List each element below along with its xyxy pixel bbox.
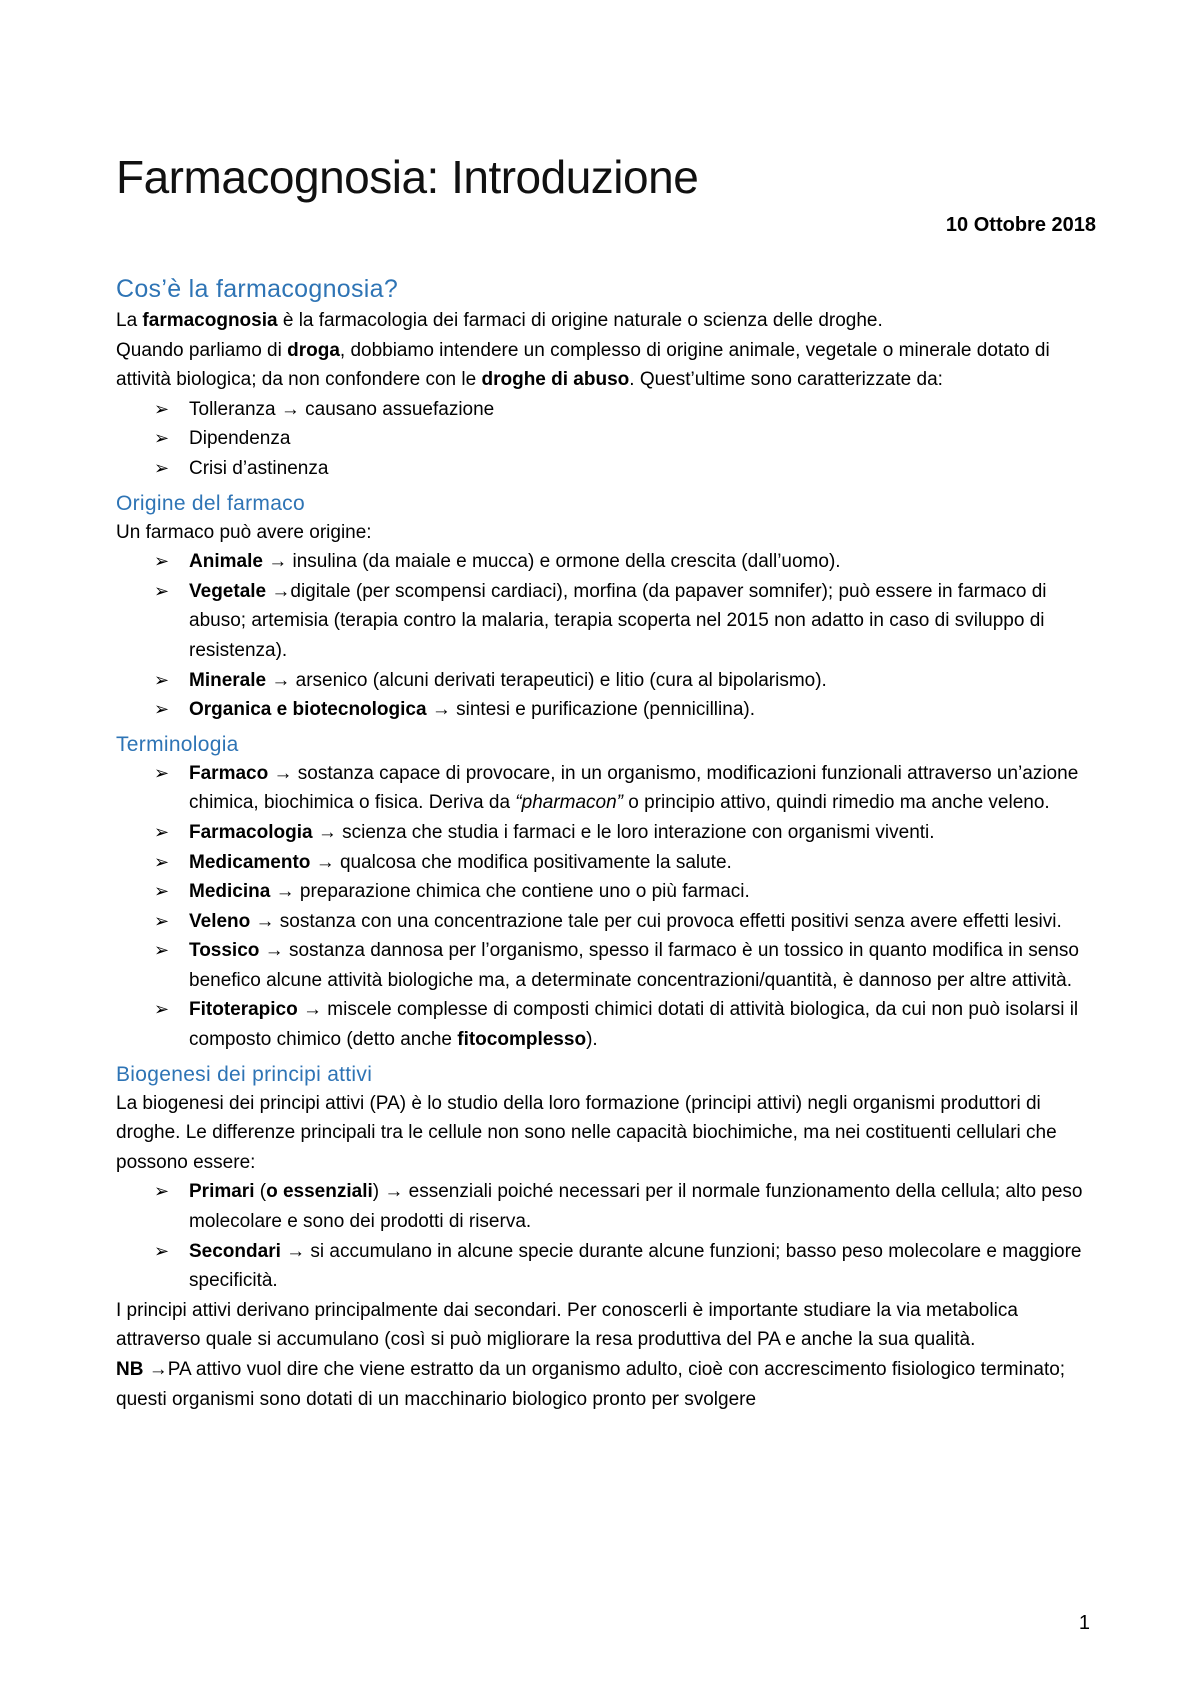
list-item: ➢ Farmacologia → scienza che studia i farmaci e le loro interazione con organismi viventi. — [116, 818, 1096, 848]
arrow-bullet-icon: ➢ — [154, 762, 170, 783]
arrow-bullet-icon: ➢ — [154, 1181, 170, 1202]
arrow-right-icon: → — [280, 398, 300, 420]
arrow-bullet-icon: ➢ — [154, 821, 170, 842]
list-costituenti — [116, 1177, 1096, 1295]
arrow-right-icon: → — [317, 821, 337, 843]
paragraph-origine-intro: Un farmaco può avere origine: — [116, 521, 372, 543]
list-item: ➢ Crisi d’astinenza — [116, 454, 1096, 484]
list-item: ➢ Tossico → sostanza dannosa per l’organismo, spesso il farmaco è un tossico in quanto modifica in senso benefico alcune attività biologiche ma, a determinate concentrazioni/quantità, è dannoso per altre attività. — [116, 936, 1096, 995]
list-item: ➢ Animale → insulina (da maiale e mucca) e ormone della crescita (dall’uomo). — [116, 547, 1096, 577]
arrow-bullet-icon: ➢ — [154, 398, 170, 419]
list-item: ➢ Tolleranza → causano assuefazione — [116, 395, 1096, 425]
paragraph-droga: Quando parliamo di droga, dobbiamo intendere un complesso di origine animale, vegetale o minerale dotato di attività biologica; da non confondere con le droghe di abuso. Quest’ultime sono caratterizzate da: — [116, 339, 1050, 391]
arrow-right-icon: → — [264, 940, 284, 962]
list-item: ➢ Medicamento → qualcosa che modifica positivamente la salute. — [116, 848, 1096, 878]
arrow-bullet-icon: ➢ — [154, 699, 170, 720]
arrow-right-icon: → — [275, 881, 295, 903]
list-droghe-abuso — [116, 395, 1096, 484]
arrow-bullet-icon: ➢ — [154, 851, 170, 872]
arrow-bullet-icon: ➢ — [154, 428, 170, 449]
document-date: 10 Ottobre 2018 — [945, 214, 1096, 236]
arrow-right-icon: → — [286, 1240, 306, 1262]
section-heading-farmacognosia: Cos’è la farmacognosia? — [116, 275, 399, 303]
arrow-right-icon: → — [431, 699, 451, 721]
list-item: ➢ Farmaco → sostanza capace di provocare, in un organismo, modificazioni funzionali attraverso un’azione chimica, biochimica o fisica. Deriva da “pharmacon” o principio attivo, quindi rimedio ma anche veleno. — [116, 759, 1096, 818]
arrow-bullet-icon: ➢ — [154, 551, 170, 572]
arrow-bullet-icon: ➢ — [154, 580, 170, 601]
list-item: ➢ Vegetale →digitale (per scompensi cardiaci), morfina (da papaver somnifer); può essere in farmaco di abuso; artemisia (terapia contro la malaria, terapia scoperta nel 2015 non adatto in caso di sviluppo di resistenza). — [116, 577, 1096, 666]
arrow-right-icon: → — [271, 580, 291, 602]
paragraph-principi-attivi: I principi attivi derivano principalmente dai secondari. Per conoscerli è importante studiare la via metabolica attraverso quale si accumulano (così si può migliorare la resa produttiva del PA e anche la sua qualità. — [116, 1299, 1018, 1351]
arrow-right-icon: → — [384, 1181, 404, 1203]
page-title: Farmacognosia: Introduzione — [116, 151, 699, 203]
arrow-right-icon: → — [315, 851, 335, 873]
arrow-bullet-icon: ➢ — [154, 999, 170, 1020]
section-heading-terminologia: Terminologia — [116, 732, 239, 756]
list-item: ➢ Fitoterapico → miscele complesse di composti chimici dotati di attività biologica, da cui non può isolarsi il composto chimico (detto anche fitocomplesso). — [116, 995, 1096, 1054]
arrow-right-icon: → — [273, 762, 293, 784]
list-item: ➢ Secondari → si accumulano in alcune specie durante alcune funzioni; basso peso molecolare e maggiore specificità. — [116, 1237, 1096, 1296]
list-item: ➢ Minerale → arsenico (alcuni derivati terapeutici) e litio (cura al bipolarismo). — [116, 666, 1096, 696]
list-item: ➢ Medicina → preparazione chimica che contiene uno o più farmaci. — [116, 877, 1096, 907]
list-item: ➢ Organica e biotecnologica → sintesi e purificazione (pennicillina). — [116, 695, 1096, 725]
list-item: ➢ Veleno → sostanza con una concentrazione tale per cui provoca effetti positivi senza avere effetti lesivi. — [116, 907, 1096, 937]
paragraph-nb: NB →PA attivo vuol dire che viene estratto da un organismo adulto, cioè con accrescimento fisiologico terminato; questi organismi sono dotati di un macchinario biologico pronto per svolgere — [116, 1359, 1066, 1410]
section-heading-origine: Origine del farmaco — [116, 491, 305, 515]
arrow-bullet-icon: ➢ — [154, 940, 170, 961]
paragraph-definition: La farmacognosia è la farmacologia dei farmaci di origine naturale o scienza delle droghe. — [116, 310, 883, 331]
arrow-right-icon: → — [148, 1359, 168, 1380]
section-heading-biogenesi: Biogenesi dei principi attivi — [116, 1062, 373, 1086]
list-item: ➢ Primari (o essenziali) → essenziali poiché necessari per il normale funzionamento della cellula; alto peso molecolare e sono dei prodotti di riserva. — [116, 1177, 1096, 1236]
arrow-bullet-icon: ➢ — [154, 1240, 170, 1261]
list-terminologia — [116, 759, 1096, 1055]
page-number: 1 — [1078, 1612, 1090, 1634]
arrow-right-icon: → — [268, 551, 288, 573]
list-item: ➢ Dipendenza — [116, 424, 1096, 454]
arrow-bullet-icon: ➢ — [154, 910, 170, 931]
arrow-right-icon: → — [255, 910, 275, 932]
list-origine — [116, 547, 1096, 725]
arrow-bullet-icon: ➢ — [154, 669, 170, 690]
arrow-bullet-icon: ➢ — [154, 457, 170, 478]
arrow-right-icon: → — [271, 669, 291, 691]
arrow-right-icon: → — [303, 999, 323, 1021]
arrow-bullet-icon: ➢ — [154, 881, 170, 902]
document-body — [116, 272, 1096, 1414]
paragraph-biogenesi-intro: La biogenesi dei principi attivi (PA) è lo studio della loro formazione (principi attivi) negli organismi produttori di droghe. Le differenze principali tra le cellule non sono nelle capacità biochimiche, ma nei costituenti cellulari che possono essere: — [116, 1092, 1057, 1173]
